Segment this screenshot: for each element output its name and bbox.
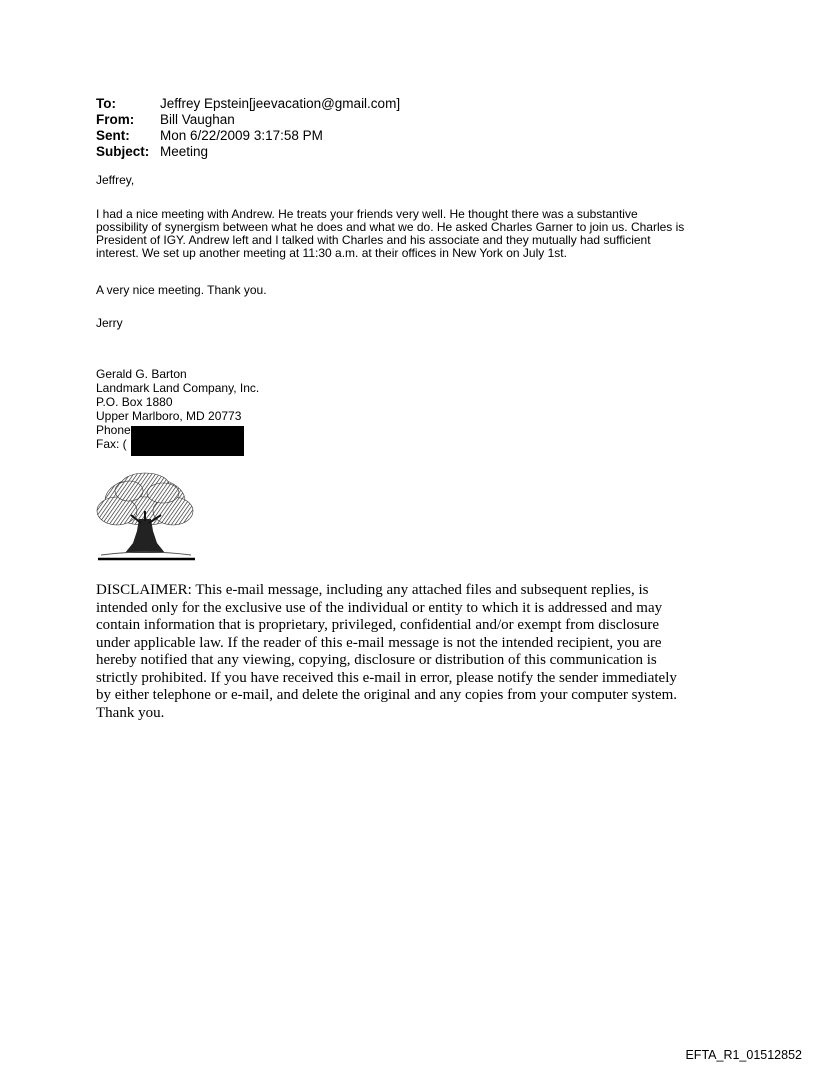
disclaimer-line: hereby notified that any viewing, copying, disclosure or distribution of this communication is [96, 652, 657, 668]
oak-tree-logo-icon [95, 471, 197, 563]
disclaimer-line: by either telephone or e-mail, and delete the original and any copies from your computer system. [96, 687, 678, 703]
closing-line: A very nice meeting. Thank you. [96, 283, 267, 297]
to-row [96, 96, 400, 112]
to-value: Jeffrey Epstein[jeevacation@gmail.com] [160, 96, 401, 111]
redaction-box [131, 426, 244, 456]
signature-fax: Fax: ( [96, 437, 127, 451]
body-line: I had a nice meeting with Andrew. He treats your friends very well. He thought there was a substantive [96, 207, 638, 221]
body-line: President of IGY. Andrew left and I talked with Charles and his associate and they mutually had sufficient [96, 233, 651, 247]
body-paragraph [96, 208, 746, 260]
disclaimer-line: under applicable law. If the reader of this e-mail message is not the intended recipient, you are [96, 634, 662, 651]
email-header [96, 96, 400, 160]
disclaimer-block [96, 582, 736, 722]
disclaimer-line: strictly prohibited. If you have received this e-mail in error, please notify the sender immediately [96, 669, 677, 686]
sent-value: Mon 6/22/2009 3:17:58 PM [160, 128, 323, 143]
signature-po-box: P.O. Box 1880 [96, 395, 173, 409]
subject-value: Meeting [160, 144, 209, 159]
from-value: Bill Vaughan [160, 112, 235, 127]
signature-phone: Phone [96, 423, 131, 437]
body-line: interest. We set up another meeting at 11:30 a.m. at their offices in New York on July 1st. [96, 246, 567, 260]
sent-label: Sent: [96, 128, 130, 143]
body-line: possibility of synergism between what he does and what we do. He asked Charles Garner to join us. Charles is [96, 220, 685, 234]
disclaimer-line: DISCLAIMER: This e-mail message, including any attached files and subsequent replies, is [96, 582, 649, 598]
to-label: To: [96, 96, 116, 111]
subject-row [96, 144, 400, 160]
signature-name: Gerald G. Barton [96, 367, 187, 381]
subject-label: Subject: [96, 144, 150, 159]
from-label: From: [96, 112, 135, 127]
signature-city: Upper Marlboro, MD 20773 [96, 409, 242, 423]
disclaimer-line: Thank you. [96, 704, 165, 721]
from-row [96, 112, 400, 128]
signature-company: Landmark Land Company, Inc. [96, 381, 260, 395]
sign-off: Jerry [96, 316, 123, 330]
disclaimer-line: contain information that is proprietary, privileged, confidential and/or exempt from disclosure [96, 617, 660, 633]
document-id: EFTA_R1_01512852 [685, 1048, 802, 1062]
greeting: Jeffrey, [96, 173, 135, 187]
sent-row [96, 128, 400, 144]
disclaimer-line: intended only for the exclusive use of the individual or entity to which it is addressed and may [96, 599, 663, 616]
